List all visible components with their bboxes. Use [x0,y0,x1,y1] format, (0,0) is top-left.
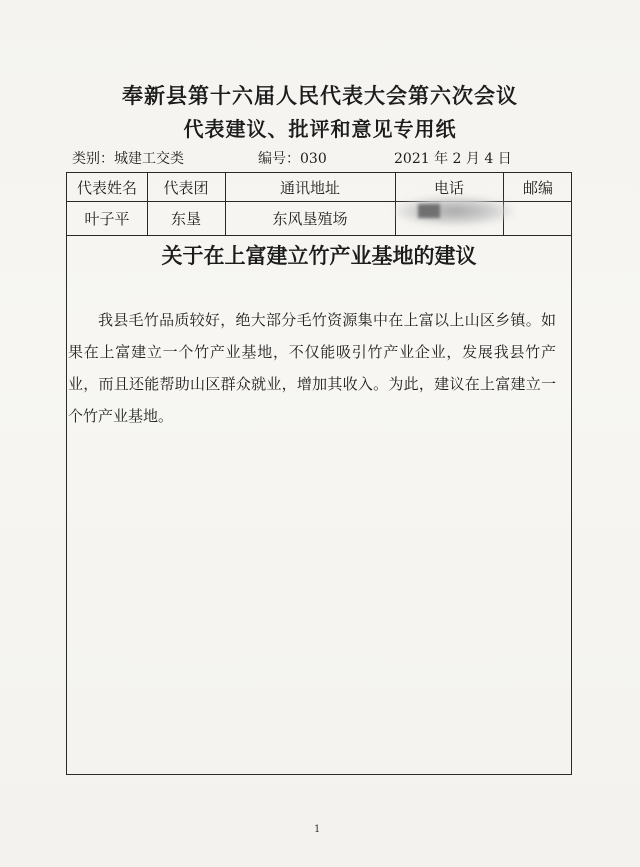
date-field: 2021 年 2 月 4 日 [394,151,512,167]
page-mark: 1 [314,824,321,835]
row-delegation: 东垦 [170,209,201,228]
table-row-divider [67,235,571,236]
header-phone: 电话 [433,178,464,197]
header-postcode: 邮编 [522,178,553,197]
category-label: 类别： [72,151,114,167]
proposal-title: 关于在上富建立竹产业基地的建议 [161,244,477,268]
row-address: 东风垦殖场 [272,209,348,228]
proposal-body [68,304,556,432]
header-name: 代表姓名 [76,178,137,197]
form-title-line1: 奉新县第十六届人民代表大会第六次会议 [122,83,518,108]
header-delegation: 代表团 [163,178,209,197]
form-title-line2: 代表建议、批评和意见专用纸 [183,117,457,141]
proposal-body-paragraph: 我县毛竹品质较好，绝大部分毛竹资源集中在上富以上山区乡镇。如果在上富建立一个竹产业基地，不仅能吸引竹产业企业，发展我县竹产业，而且还能帮助山区群众就业，增加其收入。为此，建议在上富建立一个竹产业基地。 [68,311,556,425]
category-field [72,148,184,168]
number-field [258,148,327,168]
header-address: 通讯地址 [279,178,340,197]
number-label: 编号： [258,151,300,167]
redacted-contact-blur [394,196,514,226]
category-value: 城建工交类 [114,151,184,167]
redacted-contact-blur-core [418,204,440,218]
number-value: 030 [300,151,327,167]
row-name: 叶子平 [84,209,130,228]
